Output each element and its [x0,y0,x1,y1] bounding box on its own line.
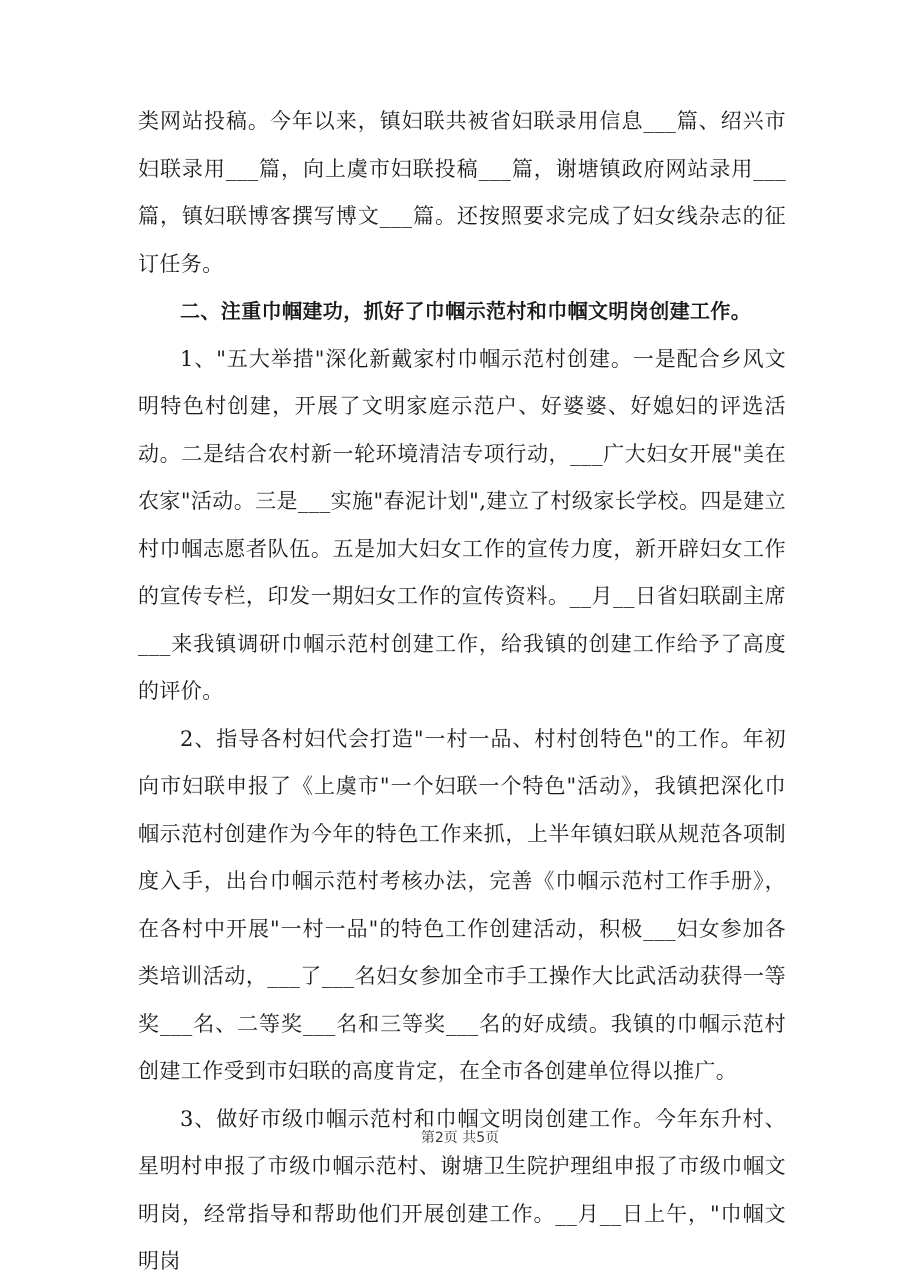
section-heading: 二、注重巾帼建功，抓好了巾帼示范村和巾帼文明岗创建工作。 [180,299,752,323]
document-body [138,98,786,1286]
paragraph-item-2: 2、指导各村妇代会打造"一村一品、村村创特色"的工作。年初向市妇联申报了《上虞市"一个妇联一个特色"活动》，我镇把深化巾帼示范村创建作为今年的特色工作来抓，上半年镇妇联从规范各项制度入手，出台巾帼示范村考核办法，完善《巾帼示范村工作手册》，在各村中开展"一村一品"的特色工作创建活动，积极___妇女参加各类培训活动，___了___名妇女参加全市手工操作大比武活动获得一等奖___名、二等奖___名和三等奖___名的好成绩。我镇的巾帼示范村创建工作受到市妇联的高度肯定，在全市各创建单位得以推广。 [138,726,786,1083]
page-footer: 第2页 共5页 [420,1130,500,1146]
paragraph-item-3: 3、做好市级巾帼示范村和巾帼文明岗创建工作。今年东升村、星明村申报了市级巾帼示范村、谢塘卫生院护理组申报了市级巾帼文明岗，经常指导和帮助他们开展创建工作。__月__日上午，"巾帼文明岗 [138,1106,786,1273]
paragraph-item-1: 1、"五大举措"深化新戴家村巾帼示范村创建。一是配合乡风文明特色村创建，开展了文明家庭示范户、好婆婆、好媳妇的评选活动。二是结合农村新一轮环境清洁专项行动，___广大妇女开展"美在农家"活动。三是___实施"春泥计划",建立了村级家长学校。四是建立村巾帼志愿者队伍。五是加大妇女工作的宣传力度，新开辟妇女工作的宣传专栏，印发一期妇女工作的宣传资料。__月__日省妇联副主席___来我镇调研巾帼示范村创建工作，给我镇的创建工作给予了高度的评价。 [138,346,786,703]
paragraph-continuation: 类网站投稿。今年以来，镇妇联共被省妇联录用信息___篇、绍兴市妇联录用___篇，向上虞市妇联投稿___篇，谢塘镇政府网站录用___篇，镇妇联博客撰写博文___篇。还按照要求完成了妇女线杂志的征订任务。 [138,109,786,276]
